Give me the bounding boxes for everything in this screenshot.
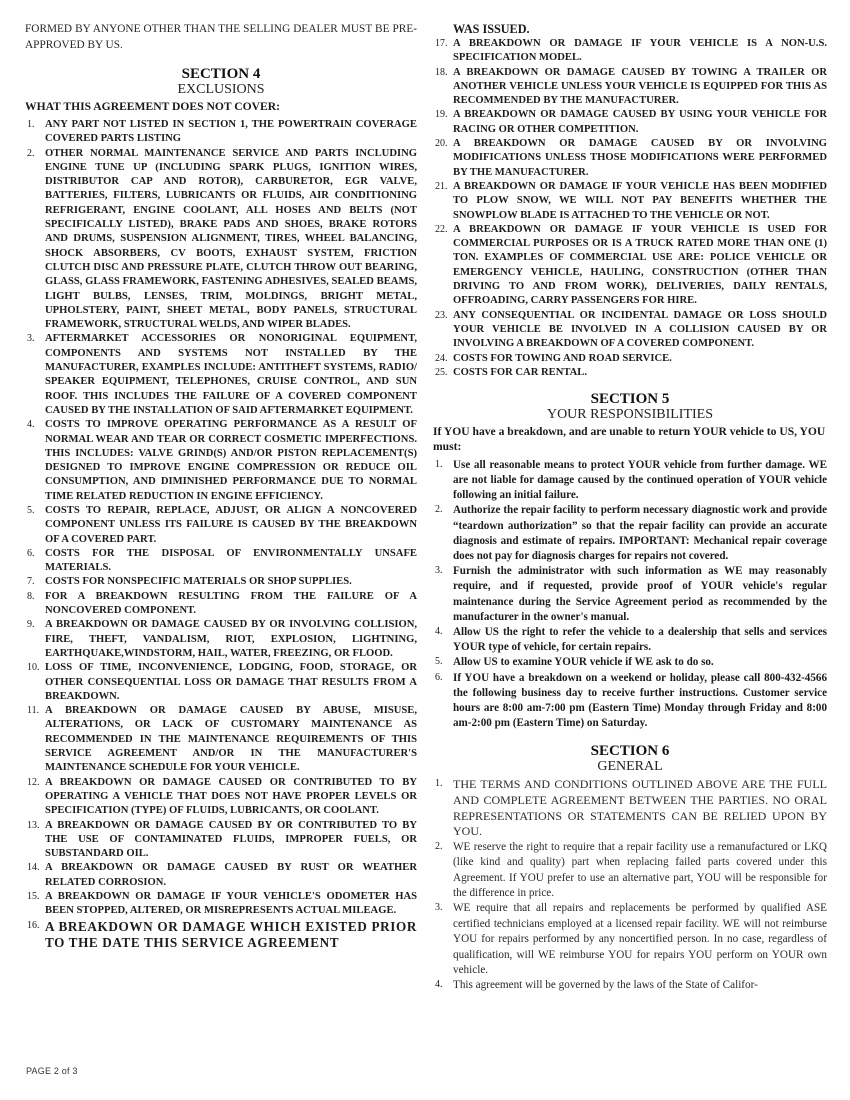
section4-subtitle: EXCLUSIONS — [177, 82, 265, 98]
list-item-number: 12. — [27, 776, 40, 788]
list-item-number: 21. — [435, 180, 448, 192]
list-item — [433, 840, 827, 902]
list-item-text: ANY PART NOT LISTED IN SECTION 1, THE POWERTRAIN COVERAGE COVERED PARTS LISTING — [45, 118, 417, 145]
list-item-text: COSTS TO REPAIR, REPLACE, ADJUST, OR ALIGN A NONCOVERED COMPONENT UNLESS ITS FAILURE IS CAUSED BY THE BREAKDOWN OF A COVERED PART. — [45, 505, 417, 545]
list-item-number: 7. — [27, 576, 35, 588]
list-item — [433, 671, 827, 732]
list-item — [25, 418, 417, 504]
list-item-text: Allow US the right to refer the vehicle to a dealership that sells and services YOUR type of vehicle, for certain repairs. — [453, 625, 827, 654]
list-item-number: 13. — [27, 819, 40, 831]
list-item — [433, 37, 827, 66]
list-item-text: AFTERMARKET ACCESSORIES OR NONORIGINAL EQUIPMENT, COMPONENTS AND SYSTEMS NOT INSTALLED BY THE MANUFACTURER, EXAMPLES INCLUDE: ANTITHEFT SYSTEMS, RADIO/ SPEAKER EQUIPMENT, TELEPHONES, CRUISE CONTROL, AND SUN ROOF. THIS INCLUDES THE FAILURE OF A COVERED COMPONENT CAUSED BY THE INSTALLATION OF SAID AFTERMARKET EQUIPMENT. — [45, 333, 417, 416]
list-item-text: WE require that all repairs and replacements be performed by qualified ASE certified technicians employed at a licensed repair facility. WE will not reimburse YOU for repairs performed by any noncertified person. In no case, regardless of qualification, will WE reimburse YOU for repairs YOU perform on YOUR own vehicle. — [453, 902, 827, 976]
list-item — [25, 776, 417, 819]
list-item — [25, 704, 417, 775]
list-item-text: Allow US to examine YOUR vehicle if WE ask to do so. — [453, 656, 714, 669]
list-item — [433, 366, 827, 380]
list-item-number: 22. — [435, 223, 448, 235]
section6-heading — [433, 743, 827, 775]
list-item-number: 17. — [435, 38, 448, 49]
list-item — [433, 180, 827, 223]
list-item — [25, 118, 417, 147]
list-item-number: 11. — [27, 705, 40, 717]
section6-title: SECTION 6 — [590, 743, 670, 760]
list-item-text: COSTS FOR NONSPECIFIC MATERIALS OR SHOP SUPPLIES. — [45, 576, 352, 588]
list-item — [433, 309, 827, 352]
list-item-text: A BREAKDOWN OR DAMAGE CAUSED BY OR CONTRIBUTED TO BY THE USE OF CONTAMINATED FLUIDS, IMPROPER FUELS, OR SUBSTANDARD OIL. — [45, 819, 417, 860]
exclusions-list-continued — [433, 37, 827, 380]
list-item-text: A BREAKDOWN OR DAMAGE CAUSED BY ABUSE, MISUSE, ALTERATIONS, OR LACK OF CUSTOMARY MAINTENANCE AS RECOMMENDED IN THE MAINTENANCE REQUIREMENTS OF THIS SERVICE AGREEMENT AND/OR IN THE MANUFACTURER'S MAINTENANCE SCHEDULE FOR YOUR VEHICLE. — [45, 705, 417, 774]
list-item-number: 3. — [435, 565, 443, 577]
list-item-text: A BREAKDOWN OR DAMAGE IF YOUR VEHICLE HAS BEEN MODIFIED TO PLOW SNOW, WE WILL NOT PAY BENEFITS WHETHER THE SNOWPLOW BLADE IS ATTACHED TO THE VEHICLE OR NOT. — [453, 180, 827, 221]
list-item-text: COSTS FOR CAR RENTAL. — [453, 366, 588, 378]
list-item-text: This agreement will be governed by the laws of the State of Califor- — [453, 979, 758, 992]
list-item-number: 1. — [435, 778, 443, 790]
list-item-number: 23. — [435, 309, 448, 321]
exclusions-list — [25, 118, 417, 952]
list-item-number: 3. — [435, 902, 443, 914]
list-item-number: 24. — [435, 352, 448, 364]
list-item-number: 14. — [27, 862, 40, 874]
list-item-text: A BREAKDOWN OR DAMAGE CAUSED BY USING YOUR VEHICLE FOR RACING OR OTHER COMPETITION. — [453, 109, 827, 135]
list-item — [25, 504, 417, 547]
list-item — [433, 901, 827, 978]
responsibilities-list — [433, 458, 827, 732]
list-item — [433, 66, 827, 109]
list-item-number: 4. — [435, 979, 443, 991]
list-item-number: 6. — [27, 547, 35, 559]
general-list — [433, 777, 827, 993]
list-item-text: A BREAKDOWN OR DAMAGE CAUSED BY OR INVOLVING COLLISION, FIRE, THEFT, VANDALISM, RIOT, EXPLOSION, LIGHTNING, EARTHQUAKE,WINDSTORM, HAIL, WATER, FREEZING, OR FLOOD. — [45, 619, 417, 659]
list-item-number: 15. — [27, 891, 40, 903]
list-item — [433, 777, 827, 839]
list-item — [25, 332, 417, 418]
list-item-text: THE TERMS AND CONDITIONS OUTLINED ABOVE ARE THE FULL AND COMPLETE AGREEMENT BETWEEN THE PARTIES. NO ORAL REPRESENTATIONS OR STATEMENTS CAN BE RELIED UPON BY YOU. — [453, 777, 827, 839]
list-item — [25, 590, 417, 619]
list-item — [433, 655, 827, 670]
list-item — [433, 458, 827, 504]
list-item — [433, 352, 827, 366]
list-item-text: COSTS FOR THE DISPOSAL OF ENVIRONMENTALLY UNSAFE MATERIALS. — [45, 547, 417, 574]
left-column — [25, 22, 417, 952]
list-item-number: 20. — [435, 138, 448, 150]
list-item-text: Authorize the repair facility to perform necessary diagnostic work and provide “teardown authorization” so that the repair facility can provide an accurate diagnosis and estimate of repairs. IMPORTANT: Mechanical repair coverage does not pay for diagnosis charges for repairs not covered. — [453, 504, 827, 562]
list-item — [25, 147, 417, 333]
section5-subtitle: YOUR RESPONSIBILITIES — [546, 407, 714, 423]
list-item-number: 6. — [435, 671, 443, 683]
list-item — [433, 978, 827, 993]
list-item-text: OTHER NORMAL MAINTENANCE SERVICE AND PARTS INCLUDING ENGINE TUNE UP (INCLUDING SPARK PLUGS, IGNITION WIRES, DISTRIBUTOR CAP AND ROTOR), CARBURETOR, EGR VALVE, BATTERIES, FILTERS, LUBRICANTS OR FLUIDS, AIR CONDITIONING REFRIGERANT, ENGINE COOLANT, ALL HOSES AND BELTS (NOT SPECIFICALLY LISTED), BRAKE PADS AND SHOES, BRAKE ROTORS AND DRUMS, SUSPENSION ALIGNMENT, TIRES, WHEEL BALANCING, SHOCK ABSORBERS, CV BOOTS, EXHAUST SYSTEM, FRICTION CLUTCH DISC AND PRESSURE PLATE, CLUTCH THROW OUT BEARING, GLASS, GLASS FRAMEWORK, FASTENING ADHESIVES, SEALED BEAMS, LIGHT BULBS, LENSES, TRIM, MOLDINGS, BRIGHT METAL, UPHOLSTERY, PAINT, SHEET METAL, BODY PANELS, STRUCTURAL FRAMEWORK, STRUCTURAL WELDS, AND WIPER BLADES. — [45, 147, 417, 331]
list-item — [25, 547, 417, 576]
list-item-text: WE reserve the right to require that a repair facility use a remanufactured or LKQ (like kind and quality) part when replacing failed parts covered under this Agreement. If YOU prefer to use an alternative part, YOU will be responsible for the difference in price. — [453, 840, 827, 899]
list-item-number: 5. — [27, 505, 35, 516]
section5-intro: If YOU have a breakdown, and are unable to return YOUR vehicle to US, YOU must: — [433, 425, 826, 453]
list-item — [433, 625, 827, 655]
list-item-text: COSTS FOR TOWING AND ROAD SERVICE. — [453, 352, 672, 364]
section4-heading — [25, 66, 417, 98]
list-item-text: If YOU have a breakdown on a weekend or holiday, please call 800-432-4566 the following business day to receive further instructions. Customer service hours are 8:00 am-7:00 pm (Eastern Time) Monday through Friday and 8:00 am-2:00 pm (Eastern Time) on Saturday. — [453, 671, 827, 730]
list-item-number: 9. — [27, 619, 35, 631]
list-item-text: FOR A BREAKDOWN RESULTING FROM THE FAILURE OF A NONCOVERED COMPONENT. — [45, 590, 417, 617]
list-item — [433, 137, 827, 180]
list-item — [25, 919, 417, 952]
list-item-number: 19. — [435, 109, 448, 121]
list-item — [25, 890, 417, 919]
list-item-number: 3. — [27, 333, 35, 345]
list-item-number: 5. — [435, 656, 443, 668]
list-item-text: A BREAKDOWN OR DAMAGE WHICH EXISTED PRIOR TO THE DATE THIS SERVICE AGREEMENT — [45, 918, 417, 951]
section6-subtitle: GENERAL — [597, 759, 663, 775]
list-item-text: A BREAKDOWN OR DAMAGE CAUSED BY OR INVOLVING MODIFICATIONS UNLESS THOSE MODIFICATIONS WERE PERFORMED BY THE MANUFACTURER. — [453, 138, 827, 178]
list-item — [25, 819, 417, 862]
item16-continuation: WAS ISSUED. — [453, 22, 530, 36]
list-item-number: 1. — [27, 118, 35, 130]
list-item-number: 8. — [27, 590, 35, 602]
list-item-text: A BREAKDOWN OR DAMAGE IF YOUR VEHICLE'S ODOMETER HAS BEEN STOPPED, ALTERED, OR MISREPRESENTS ACTUAL MILEAGE. — [45, 891, 417, 917]
list-item-text: Furnish the administrator with such information as WE may reasonably require, and if requested, provide proof of YOUR vehicle's regular maintenance during the Service Agreement period as recommended by the manufacturer in the owner's manual. — [453, 565, 827, 623]
list-item — [433, 503, 827, 564]
list-item-number: 2. — [27, 147, 35, 159]
section4-title: SECTION 4 — [181, 66, 261, 83]
section5-heading — [433, 391, 827, 423]
section4-intro: WHAT THIS AGREEMENT DOES NOT COVER: — [25, 100, 281, 114]
list-item-text: A BREAKDOWN OR DAMAGE CAUSED OR CONTRIBUTED TO BY OPERATING A VEHICLE THAT DOES NOT HAVE PROPER LEVELS OR SPECIFICATION (TYPE) OF FLUIDS, LUBRICANTS, OR COOLANT. — [45, 776, 417, 817]
list-item-text: ANY CONSEQUENTIAL OR INCIDENTAL DAMAGE OR LOSS SHOULD YOUR VEHICLE BE INVOLVED IN A COLLISION CAUSED BY OR INVOLVING A BREAKDOWN OF A COVERED COMPONENT. — [453, 309, 827, 350]
list-item-text: COSTS TO IMPROVE OPERATING PERFORMANCE AS A RESULT OF NORMAL WEAR AND TEAR OR CORRECT COSMETIC IMPERFECTIONS. THIS INCLUDES: VALVE GRIND(S) AND/OR PISTON REPLACEMENT(S) DESIGNED TO IMPROVE ENGINE COMPRESSION OR REDUCE OIL CONSUMPTION, AND DIMINISHED PERFORMANCE DUE TO NORMAL TIME RELATED REDUCTION IN ENGINE EFFICIENCY. — [45, 419, 417, 502]
list-item-text: A BREAKDOWN OR DAMAGE CAUSED BY TOWING A TRAILER OR ANOTHER VEHICLE UNLESS YOUR VEHICLE IS EQUIPPED FOR THIS AS RECOMMENDED BY THE MANUFACTURER. — [453, 66, 827, 107]
list-item-number: 25. — [435, 366, 448, 378]
list-item-text: Use all reasonable means to protect YOUR vehicle from further damage. WE are not liable for damage caused by the continued operation of YOUR vehicle following an initial failure. — [453, 458, 827, 502]
list-item-number: 16. — [27, 919, 40, 931]
list-item — [433, 108, 827, 137]
list-item — [25, 861, 417, 890]
section5-title: SECTION 5 — [590, 391, 670, 408]
list-item — [25, 618, 417, 661]
list-item — [433, 564, 827, 625]
left-lead-text: FORMED BY ANYONE OTHER THAN THE SELLING DEALER MUST BE PRE-APPROVED BY US. — [25, 23, 417, 51]
list-item-text: A BREAKDOWN OR DAMAGE IF YOUR VEHICLE IS A NON-U.S. SPECIFICATION MODEL. — [453, 38, 827, 64]
list-item — [433, 223, 827, 309]
list-item-text: LOSS OF TIME, INCONVENIENCE, LODGING, FOOD, STORAGE, OR OTHER CONSEQUENTIAL LOSS OR DAMAGE THAT RESULTS FROM A BREAKDOWN. — [45, 662, 417, 702]
list-item-number: 10. — [27, 662, 40, 674]
right-column — [433, 22, 827, 994]
list-item-number: 1. — [435, 458, 443, 470]
list-item-number: 4. — [435, 625, 443, 637]
list-item-number: 2. — [435, 504, 443, 516]
list-item — [25, 575, 417, 589]
list-item-number: 18. — [435, 66, 448, 78]
list-item — [25, 661, 417, 704]
list-item-number: 4. — [27, 419, 35, 431]
list-item-number: 2. — [435, 840, 443, 852]
list-item-text: A BREAKDOWN OR DAMAGE IF YOUR VEHICLE IS USED FOR COMMERCIAL PURPOSES OR IS A TRUCK RATED MORE THAN ONE (1) TON. EXAMPLES OF COMMERCIAL USE ARE: POLICE VEHICLE OR EMERGENCY VEHICLE, HAULING, CONSTRUCTION (OTHER THAN DRIVING TO AND FROM WORK), DELIVERIES, DAILY RENTALS, OFFROADING, CARRY PASSENGERS FOR HIRE. — [453, 223, 827, 307]
list-item-text: A BREAKDOWN OR DAMAGE CAUSED BY RUST OR WEATHER RELATED CORROSION. — [45, 862, 417, 888]
page-footer: PAGE 2 of 3 — [26, 1066, 78, 1076]
